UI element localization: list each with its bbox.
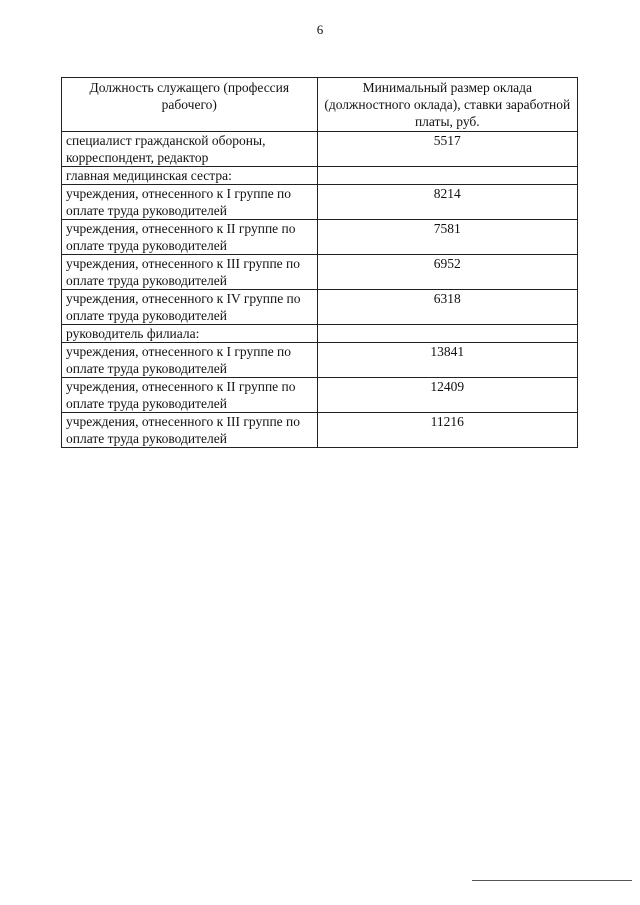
row-salary: [317, 325, 577, 343]
row-position: учреждения, отнесенного к II группе по оплате труда руководителей: [62, 378, 318, 413]
table-row: [62, 343, 578, 378]
row-salary: 11216: [317, 413, 577, 448]
header-position: Должность служащего (профессия рабочего): [62, 78, 318, 132]
row-salary: [317, 167, 577, 185]
table-row: [62, 290, 578, 325]
row-position: учреждения, отнесенного к II группе по оплате труда руководителей: [62, 220, 318, 255]
row-salary: 5517: [317, 132, 577, 167]
table-row: [62, 413, 578, 448]
row-position: учреждения, отнесенного к IV группе по оплате труда руководителей: [62, 290, 318, 325]
row-position: учреждения, отнесенного к III группе по оплате труда руководителей: [62, 255, 318, 290]
row-salary: 8214: [317, 185, 577, 220]
row-salary: 12409: [317, 378, 577, 413]
table-row: [62, 378, 578, 413]
row-position: учреждения, отнесенного к I группе по оплате труда руководителей: [62, 343, 318, 378]
row-position: учреждения, отнесенного к III группе по оплате труда руководителей: [62, 413, 318, 448]
table-row: [62, 220, 578, 255]
row-position: специалист гражданской обороны, корреспондент, редактор: [62, 132, 318, 167]
table-row: [62, 325, 578, 343]
row-salary: 6952: [317, 255, 577, 290]
row-salary: 7581: [317, 220, 577, 255]
row-position: главная медицинская сестра:: [62, 167, 318, 185]
header-salary: Минимальный размер оклада (должностного оклада), ставки заработной платы, руб.: [317, 78, 577, 132]
table-row: [62, 255, 578, 290]
table-row: [62, 167, 578, 185]
table-header-row: [62, 78, 578, 132]
scan-artifact-line: [472, 880, 632, 881]
table-row: [62, 185, 578, 220]
salary-table: [61, 77, 578, 448]
table-row: [62, 132, 578, 167]
row-position: руководитель филиала:: [62, 325, 318, 343]
row-position: учреждения, отнесенного к I группе по оплате труда руководителей: [62, 185, 318, 220]
page-number: 6: [316, 22, 324, 37]
row-salary: 6318: [317, 290, 577, 325]
row-salary: 13841: [317, 343, 577, 378]
